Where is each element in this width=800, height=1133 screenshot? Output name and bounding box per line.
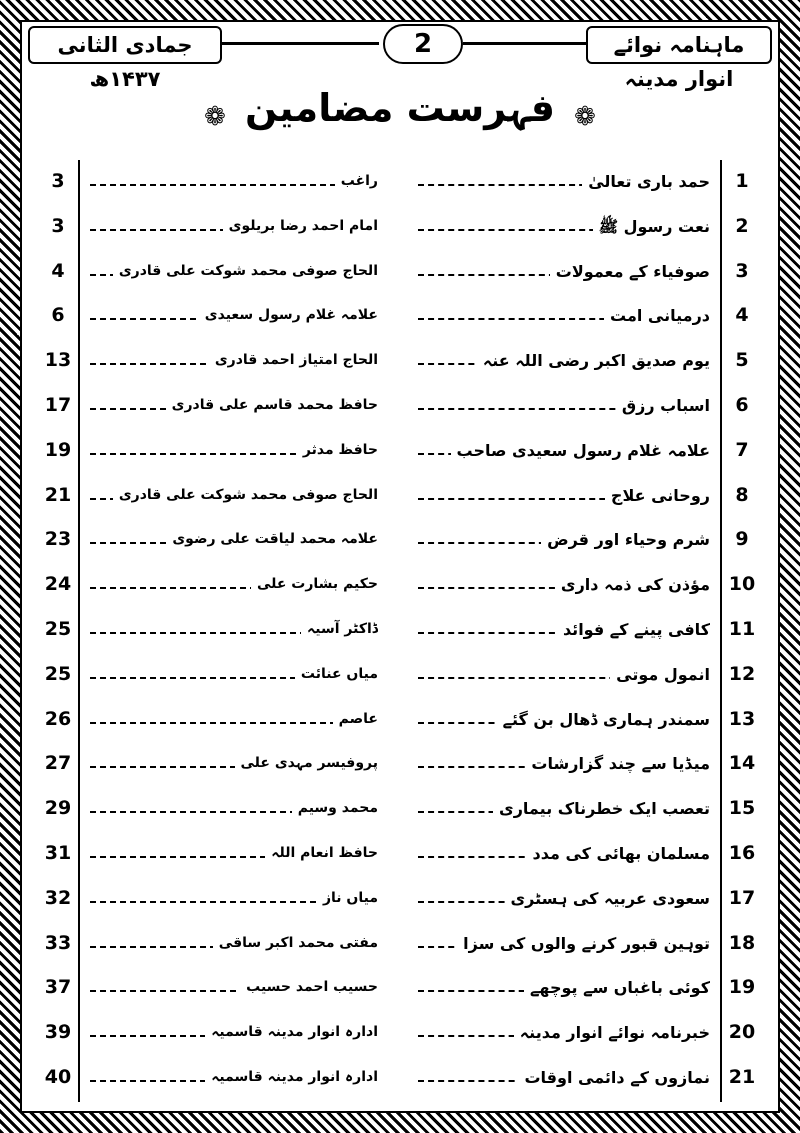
entry-page: 6	[51, 304, 65, 327]
entry-author-text: ادارہ انوار مدینہ قاسمیہ	[205, 1069, 378, 1085]
entry-page: 13	[44, 349, 72, 372]
toc-row	[38, 294, 762, 337]
entry-title-text: درمیانی امت	[604, 306, 710, 325]
entry-number: 2	[735, 214, 749, 237]
entry-title-text: اسباب رزق	[616, 396, 710, 415]
entry-title	[418, 877, 710, 920]
toc-row	[38, 787, 762, 830]
entry-author-text: الحاج صوفی محمد شوکت علی قادری	[113, 263, 378, 279]
entry-page: 32	[44, 886, 72, 909]
entry-author-text: امام احمد رضا بریلوی	[223, 218, 378, 234]
entry-number: 3	[735, 259, 749, 282]
entry-number: 9	[735, 528, 749, 551]
entry-title-text: خبرنامہ نوائے انوار مدینہ	[514, 1023, 710, 1042]
toc-row	[38, 1011, 762, 1054]
entry-author-text: الحاج امتیاز احمد قادری	[209, 352, 378, 368]
entry-number: 5	[735, 349, 749, 372]
entry-title	[418, 250, 710, 293]
entry-author-text: عاصم	[333, 711, 378, 727]
entry-page: 21	[44, 483, 72, 506]
entry-author	[88, 205, 378, 248]
entry-page: 40	[44, 1066, 72, 1088]
title-area	[0, 82, 800, 138]
toc-row	[38, 518, 762, 561]
entry-author-text: میاں ناز	[317, 890, 378, 906]
entry-number: 6	[735, 394, 749, 416]
entry-author	[88, 563, 378, 606]
entry-page: 3	[51, 170, 65, 192]
entry-author	[88, 742, 378, 785]
entry-title	[418, 518, 710, 561]
entry-title	[418, 922, 710, 965]
entry-page: 27	[44, 752, 72, 775]
toc-row	[38, 339, 762, 382]
toc-row	[38, 653, 762, 696]
ornament-icon: ❁	[204, 101, 226, 132]
toc-row	[38, 608, 762, 651]
entry-author	[88, 653, 378, 696]
entry-author	[88, 698, 378, 741]
entry-title	[418, 294, 710, 337]
entry-title-text: کوئی باغباں سے پوچھے	[524, 978, 710, 997]
toc-row	[38, 922, 762, 965]
page-header	[28, 24, 772, 91]
entry-title	[418, 474, 710, 517]
entry-title	[418, 563, 710, 606]
entry-number: 4	[735, 304, 749, 327]
entry-author	[88, 922, 378, 965]
toc-row	[38, 698, 762, 741]
entry-title-text: علامہ غلام رسول سعیدی صاحب	[451, 441, 710, 460]
entry-page: 4	[51, 259, 65, 282]
entry-author	[88, 877, 378, 920]
entry-title-text: انمول موتی	[610, 665, 710, 684]
magazine-name: ماہنامہ نوائے انوار مدینہ	[586, 26, 772, 64]
entry-author-text: مفتی محمد اکبر ساقی	[213, 935, 378, 951]
entry-number: 17	[728, 886, 756, 909]
entry-title-text: یوم صدیق اکبر رضی اللہ عنہ	[477, 351, 710, 370]
entry-page: 25	[44, 662, 72, 685]
entry-page: 33	[44, 931, 72, 954]
entry-page: 24	[44, 573, 72, 596]
entry-author-text: حافظ محمد قاسم علی قادری	[166, 397, 378, 413]
entry-page: 23	[44, 528, 72, 551]
entry-author-text: محمد وسیم	[292, 800, 378, 816]
entry-title	[418, 698, 710, 741]
entry-title	[418, 339, 710, 382]
issue-date: جمادی الثانی ۱۴۳۷ھ	[28, 26, 222, 64]
entry-author-text: ادارہ انوار مدینہ قاسمیہ	[205, 1024, 378, 1040]
entry-title-text: کافی پینے کے فوائد	[557, 620, 710, 639]
entry-author-text: حافظ مدثر	[297, 442, 378, 458]
entry-title	[418, 832, 710, 875]
entry-author	[88, 1011, 378, 1054]
entry-number: 12	[728, 662, 756, 685]
entry-author-text: حافظ انعام اللہ	[265, 845, 378, 861]
entry-author	[88, 474, 378, 517]
toc-row	[38, 742, 762, 785]
entry-number: 15	[728, 797, 756, 820]
toc-row	[38, 429, 762, 472]
entry-author-text: ڈاکٹر آسیہ	[301, 621, 378, 637]
entry-author	[88, 608, 378, 651]
entry-title	[418, 1056, 710, 1099]
header-rule-left	[222, 42, 379, 45]
entry-author	[88, 250, 378, 293]
toc-row	[38, 1056, 762, 1099]
entry-number: 18	[728, 931, 756, 954]
entry-title-text: صوفیاء کے معمولات	[550, 262, 710, 281]
entry-title	[418, 205, 710, 248]
entry-title-text: مسلمان بھائی کی مدد	[527, 844, 710, 863]
entry-page: 3	[51, 214, 65, 237]
entry-title	[418, 787, 710, 830]
table-of-contents	[38, 160, 762, 1102]
entry-number: 8	[735, 483, 749, 506]
entry-title-text: مؤذن کی ذمہ داری	[555, 575, 710, 594]
entry-page: 39	[44, 1021, 72, 1044]
entry-page: 31	[44, 842, 72, 864]
entry-author-text: علامہ محمد لیاقت علی رضوی	[166, 531, 378, 547]
entry-author	[88, 518, 378, 561]
entry-number: 19	[728, 976, 756, 999]
entry-number: 7	[735, 438, 749, 461]
toc-row	[38, 966, 762, 1009]
toc-row	[38, 832, 762, 875]
toc-row	[38, 474, 762, 517]
entry-page: 25	[44, 618, 72, 640]
entry-title-text: میڈیا سے چند گزارشات	[525, 754, 710, 773]
entry-author-text: حکیم بشارت علی	[251, 576, 378, 592]
entry-author	[88, 384, 378, 427]
page-number: 2	[383, 24, 463, 64]
entry-author	[88, 1056, 378, 1099]
entry-title-text: تعصب ایک خطرناک بیماری	[493, 799, 710, 818]
entry-number: 10	[728, 573, 756, 596]
entry-number: 20	[728, 1021, 756, 1044]
entry-page: 19	[44, 438, 72, 461]
entry-title-text: حمد باری تعالیٰ	[582, 172, 710, 191]
entry-author-text: پروفیسر مہدی علی	[235, 755, 378, 771]
entry-title-text: توہین قبور کرنے والوں کی سزا	[457, 934, 710, 953]
entry-author	[88, 966, 378, 1009]
entry-author	[88, 339, 378, 382]
entry-page: 17	[44, 394, 72, 416]
entry-title-text: روحانی علاج	[605, 486, 710, 505]
entry-author-text: میاں عنائت	[295, 666, 378, 682]
entry-author	[88, 832, 378, 875]
header-rule-right	[463, 42, 588, 45]
entry-author-text: حسیب احمد حسیب	[240, 979, 378, 995]
toc-row	[38, 160, 762, 203]
entry-author	[88, 294, 378, 337]
ornament-icon: ❁	[574, 101, 596, 132]
entry-page: 26	[44, 707, 72, 730]
toc-row	[38, 250, 762, 293]
entry-title-text: سعودی عربیہ کی ہسٹری	[505, 889, 710, 908]
entry-author-text: علامہ غلام رسول سعیدی	[199, 307, 378, 323]
entry-title	[418, 653, 710, 696]
entry-page: 29	[44, 797, 72, 820]
entry-title-text: سمندر ہماری ڈھال بن گئے	[497, 710, 710, 729]
entry-title-text: نعت رسول ﷺ	[593, 217, 710, 236]
page-title: فہرست مضامین	[244, 86, 556, 130]
entry-number: 13	[728, 707, 756, 730]
entry-page: 37	[44, 976, 72, 999]
entry-title	[418, 1011, 710, 1054]
entry-title	[418, 429, 710, 472]
entry-number: 16	[728, 842, 756, 864]
toc-row	[38, 563, 762, 606]
entry-title	[418, 608, 710, 651]
entry-title	[418, 160, 710, 203]
entry-title	[418, 742, 710, 785]
toc-row	[38, 877, 762, 920]
entry-number: 14	[728, 752, 756, 775]
entry-title-text: شرم وحیاء اور قرض	[541, 530, 710, 549]
entry-author	[88, 160, 378, 203]
toc-row	[38, 205, 762, 248]
entry-author	[88, 787, 378, 830]
entry-author-text: الحاج صوفی محمد شوکت علی قادری	[113, 487, 378, 503]
entry-title	[418, 966, 710, 1009]
entry-author	[88, 429, 378, 472]
entry-title	[418, 384, 710, 427]
entry-author-text: راغب	[335, 173, 378, 189]
toc-row	[38, 384, 762, 427]
entry-number: 11	[728, 618, 756, 640]
entry-title-text: نمازوں کے دائمی اوقات	[518, 1068, 710, 1087]
entry-number: 21	[728, 1066, 756, 1088]
entry-number: 1	[735, 170, 749, 192]
